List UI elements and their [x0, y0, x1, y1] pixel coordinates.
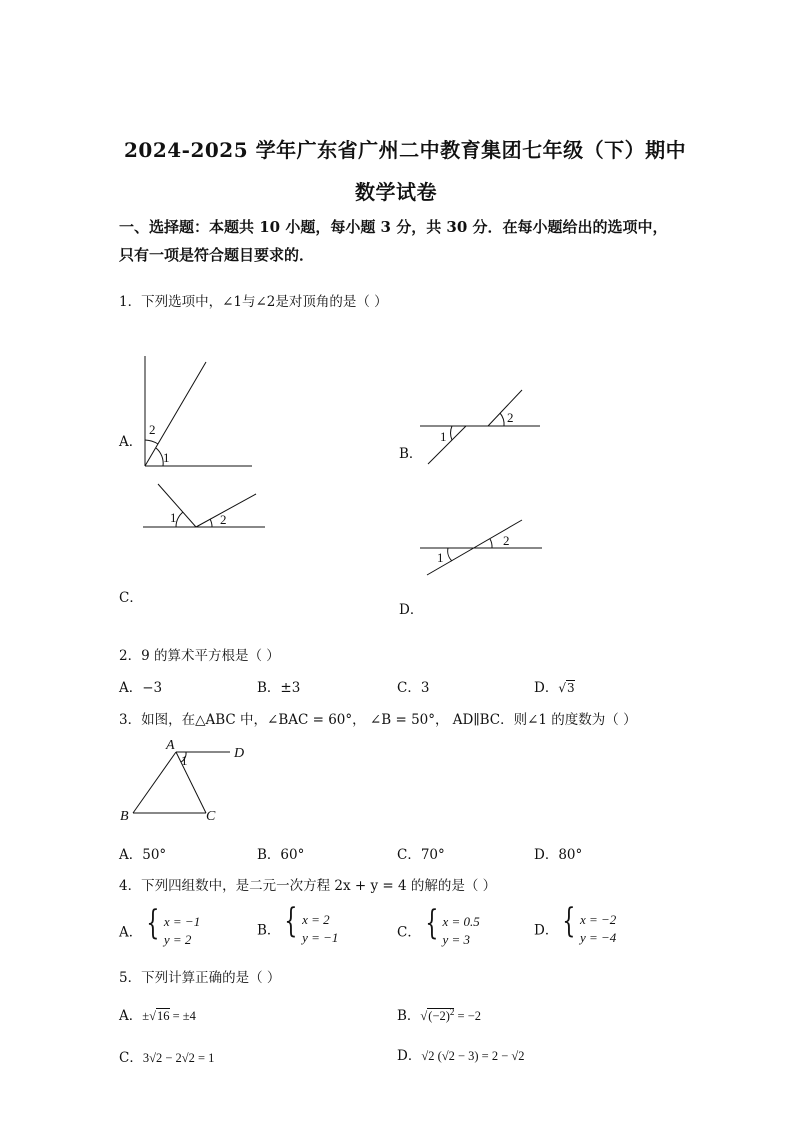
question-2-stem: 2．9 的算术平方根是（ ）: [119, 648, 280, 664]
q3-vertex-b: B: [120, 809, 129, 824]
q4-b-system: [302, 911, 338, 947]
question-5-stem: 5．下列计算正确的是（ ）: [119, 970, 281, 986]
q1-d-angle-1: 1: [437, 550, 444, 565]
q4-c-system: [442, 913, 479, 949]
q2-option-a: A．−3: [119, 680, 163, 696]
brace-symbol: {: [562, 901, 576, 941]
q3-option-a: A．50°: [119, 847, 167, 863]
q4-b-eq2: y = −1: [302, 929, 339, 945]
brace-symbol: {: [284, 901, 298, 941]
q5-option-c-label: C．: [119, 1050, 143, 1066]
q5-option-a-label: A．: [119, 1008, 143, 1024]
q4-b-eq1: x = 2: [302, 911, 330, 927]
q5-b-post: = −2: [454, 1009, 482, 1023]
sqrt-symbol: √: [420, 1009, 428, 1023]
q4-option-c-label: C．: [397, 924, 421, 941]
sqrt-symbol: √: [149, 1009, 156, 1023]
q4-d-system: [580, 911, 616, 947]
q4-option-d: [534, 901, 617, 947]
q4-c-eq2: y = 3: [442, 931, 471, 947]
q5-option-b: [397, 1004, 481, 1024]
q3-vertex-c: C: [206, 809, 216, 824]
q3-angle-1: 1: [181, 753, 188, 768]
q5-b-expr: [420, 1008, 481, 1023]
q4-option-b: [257, 901, 339, 947]
q5-b-base: (−2): [428, 1009, 450, 1023]
q1-d-angle-2: 2: [503, 533, 510, 548]
q3-option-b: B．60°: [257, 847, 305, 863]
section-header: 一、选择题：本题共 10 小题，每小题 3 分，共 30 分．在每小题给出的选项中，: [119, 218, 668, 236]
q5-a-radicand: 16: [157, 1009, 170, 1023]
q1-option-b-label: B．: [399, 446, 423, 462]
q1-a-angle-2: 2: [149, 422, 156, 437]
q4-option-b-label: B．: [257, 922, 281, 939]
q4-option-d-label: D．: [534, 922, 559, 939]
q1-b-angle-2: 2: [507, 410, 514, 425]
q1-b-angle-1: 1: [440, 429, 447, 444]
q1-option-a-label: A．: [119, 434, 143, 450]
question-3-stem: 3．如图，在△ABC 中，∠BAC = 60°， ∠B = 50°， AD∥BC．则∠1 的度数为（ ）: [119, 712, 637, 728]
q1-a-angle-1: 1: [163, 450, 170, 465]
q5-d-expr: √2 (√2 − 3) = 2 − √2: [421, 1049, 525, 1063]
question-4-stem: 4．下列四组数中，是二元一次方程 2x + y = 4 的解的是（ ）: [119, 878, 497, 894]
brace-symbol: {: [425, 903, 439, 943]
q2-option-b: B．±3: [257, 680, 301, 696]
q4-option-a-label: A．: [119, 924, 143, 941]
q1-option-d-label: D．: [399, 602, 424, 618]
q5-option-d-label: D．: [397, 1048, 422, 1064]
q4-a-system: [164, 913, 200, 949]
q5-a-expr: [142, 1008, 196, 1023]
q4-d-eq2: y = −4: [579, 929, 617, 945]
q5-b-radicand: [427, 1008, 454, 1023]
q4-d-eq1: x = −2: [579, 911, 617, 927]
sqrt-symbol: √: [558, 681, 566, 695]
q1-c-angle-1: 1: [170, 510, 177, 525]
q5-a-post: = ±4: [169, 1009, 196, 1023]
q2-d-radicand: 3: [566, 681, 575, 695]
q4-a-eq1: x = −1: [163, 913, 201, 929]
q5-option-d: [397, 1044, 525, 1064]
q5-a-pre: ±: [142, 1009, 150, 1023]
question-1-stem: 1．下列选项中，∠1与∠2是对顶角的是（ ）: [119, 294, 388, 310]
q5-b-exponent: 2: [449, 1006, 455, 1017]
q5-c-expr: 3√2 − 2√2 = 1: [142, 1051, 215, 1065]
q2-option-c: C．3: [397, 680, 430, 696]
brace-symbol: {: [146, 903, 160, 943]
q4-a-eq2: y = 2: [163, 931, 192, 947]
q3-option-c: C．70°: [397, 847, 445, 863]
q4-option-c: [397, 903, 480, 949]
page-subtitle: 数学试卷: [355, 180, 437, 204]
q3-option-d: D．80°: [534, 847, 583, 863]
page-title: 2024-2025 学年广东省广州二中教育集团七年级（下）期中: [124, 138, 687, 162]
section-header-cont: 只有一项是符合题目要求的．: [119, 246, 315, 264]
q2-option-d: [534, 676, 575, 696]
q3-point-d: D: [234, 746, 245, 761]
q5-option-c: [119, 1046, 214, 1066]
q4-option-a: [119, 903, 201, 949]
q1-c-angle-2: 2: [220, 512, 227, 527]
q1-option-c-label: C．: [119, 590, 143, 606]
q4-c-eq1: x = 0.5: [442, 913, 480, 929]
q5-option-a: [119, 1004, 196, 1024]
q5-option-b-label: B．: [397, 1008, 421, 1024]
q3-vertex-a: A: [166, 738, 175, 753]
q2-option-d-label: D．: [534, 680, 559, 696]
